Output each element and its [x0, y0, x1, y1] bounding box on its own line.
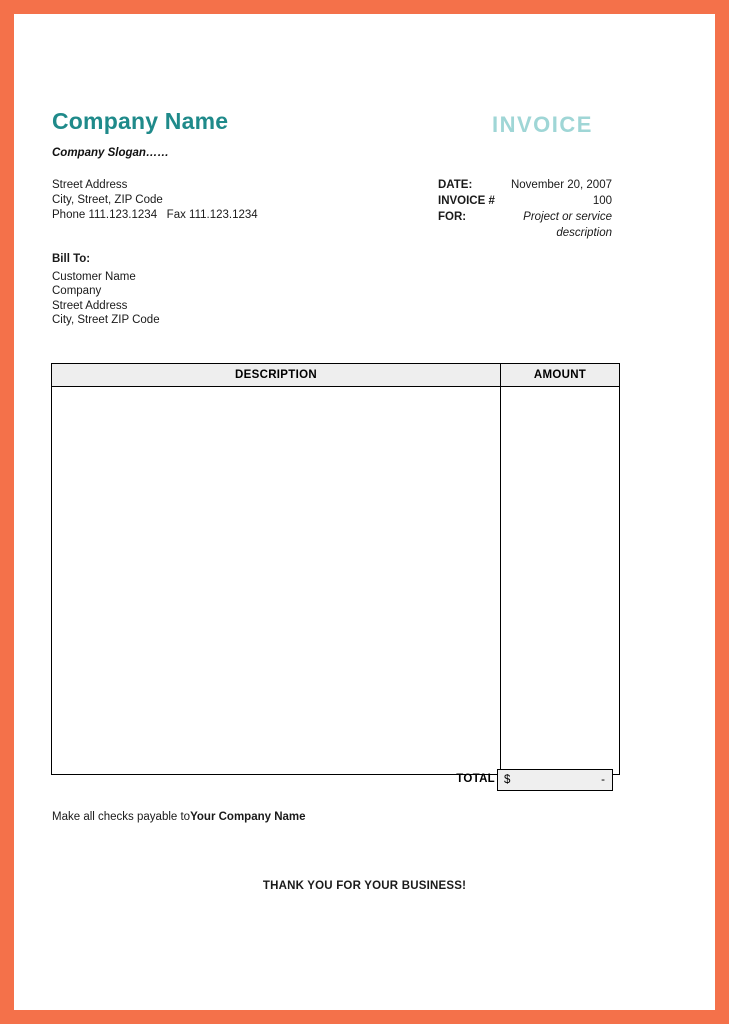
for-value: Project or service — [523, 211, 612, 223]
for-label: FOR: — [438, 211, 467, 223]
table-body-row — [52, 387, 620, 775]
payable-prefix: Make all checks payable to — [52, 811, 191, 823]
meta-row-invoice-number — [438, 194, 612, 209]
company-name: Company Name — [52, 108, 229, 134]
bill-to-title: Bill To: — [52, 253, 91, 265]
description-entry-area[interactable] — [52, 387, 501, 775]
company-slogan: Company Slogan…… — [52, 147, 169, 159]
invoice-sheet — [14, 14, 715, 1010]
meta-row-for — [438, 210, 612, 225]
sender-city: City, Street, ZIP Code — [52, 194, 163, 206]
payable-company: Your Company Name — [190, 811, 306, 823]
date-label: DATE: — [438, 179, 473, 191]
amount-entry-area[interactable] — [501, 387, 620, 775]
bill-to-city: City, Street ZIP Code — [52, 314, 160, 326]
column-header-description: DESCRIPTION — [52, 364, 501, 387]
bill-to-street: Street Address — [52, 299, 128, 312]
invoice-title: INVOICE — [492, 112, 593, 137]
thank-you-note: THANK YOU FOR YOUR BUSINESS! — [262, 880, 467, 892]
invoice-number-label: INVOICE # — [438, 195, 495, 207]
sender-address — [52, 178, 258, 223]
sender-street: Street Address — [52, 179, 128, 191]
invoice-meta — [438, 178, 612, 241]
bill-to-block — [52, 252, 160, 328]
total-amount: - — [601, 774, 605, 786]
sender-phone-fax: Phone 111.123.1234 Fax 111.123.1234 — [52, 209, 258, 221]
date-value: November 20, 2007 — [510, 179, 612, 191]
column-header-amount: AMOUNT — [501, 364, 620, 387]
meta-row-date — [438, 178, 612, 193]
total-row — [51, 769, 613, 791]
line-items-table — [51, 363, 620, 775]
for-value-line2: description — [556, 227, 612, 239]
invoice-page — [14, 14, 715, 1010]
total-currency: $ — [504, 774, 511, 786]
payable-note — [52, 811, 306, 823]
bill-to-name: Customer Name — [52, 270, 136, 283]
table-header-row — [52, 364, 620, 387]
bill-to-company: Company — [52, 285, 102, 297]
total-label: TOTAL — [456, 773, 495, 785]
invoice-number-value: 100 — [592, 195, 612, 207]
total-box — [497, 769, 613, 791]
